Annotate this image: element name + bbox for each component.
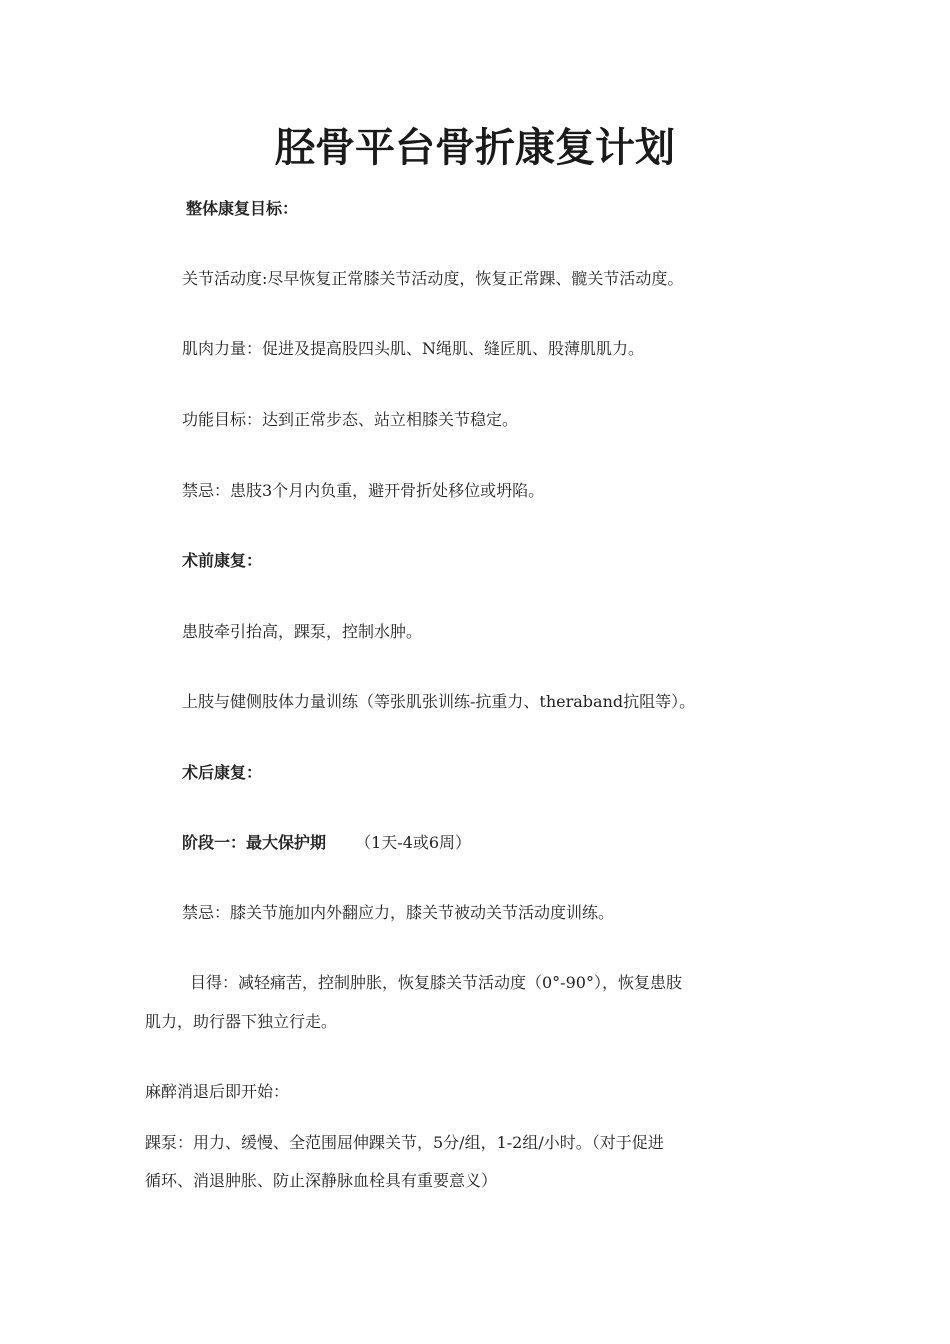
document-title: 胫骨平台骨折康复计划 [275, 124, 675, 171]
stage1-goal-line-2: 肌力，助行器下独立行走。 [145, 1012, 338, 1031]
stage1-duration: （1天-4或6周） [355, 833, 472, 852]
stage1-goal-line-1: 目得：减轻痛苦，控制肿胀，恢复膝关节活动度（0°-90°），恢复患肢 [190, 973, 682, 992]
stage1-title: 阶段一：最大保护期 [182, 833, 327, 852]
muscle-goal-text: 肌肉力量：促进及提高股四头肌、N绳肌、缝匠肌、股薄肌肌力。 [182, 339, 645, 358]
overall-goal-heading: 整体康复目标： [186, 199, 299, 218]
postop-heading: 术后康复： [182, 763, 263, 782]
stage1-heading [182, 832, 471, 854]
preop-heading: 术前康复： [182, 551, 263, 570]
after-anesthesia-text: 麻醉消退后即开始： [145, 1082, 290, 1101]
ankle-pump-line-1: 踝泵：用力、缓慢、全范围屈伸踝关节，5分/组，1-2组/小时。（对于促进 [145, 1133, 664, 1152]
rom-goal-text: 关节活动度:尽早恢复正常膝关节活动度，恢复正常踝、髋关节活动度。 [182, 269, 684, 288]
preop-item-2: 上肢与健侧肢体力量训练（等张肌张训练-抗重力、theraband抗阻等）。 [182, 692, 696, 711]
preop-item-1: 患肢牵引抬高，踝泵，控制水肿。 [182, 622, 423, 641]
function-goal-text: 功能目标：达到正常步态、站立相膝关节稳定。 [182, 410, 519, 429]
ankle-pump-line-2: 循环、消退肿胀、防止深静脉血栓具有重要意义） [145, 1171, 498, 1190]
stage1-contraindication: 禁忌：膝关节施加内外翻应力，膝关节被动关节活动度训练。 [182, 903, 615, 922]
contraindication-text: 禁忌：患肢3个月内负重，避开骨折处移位或坍陷。 [182, 481, 545, 500]
